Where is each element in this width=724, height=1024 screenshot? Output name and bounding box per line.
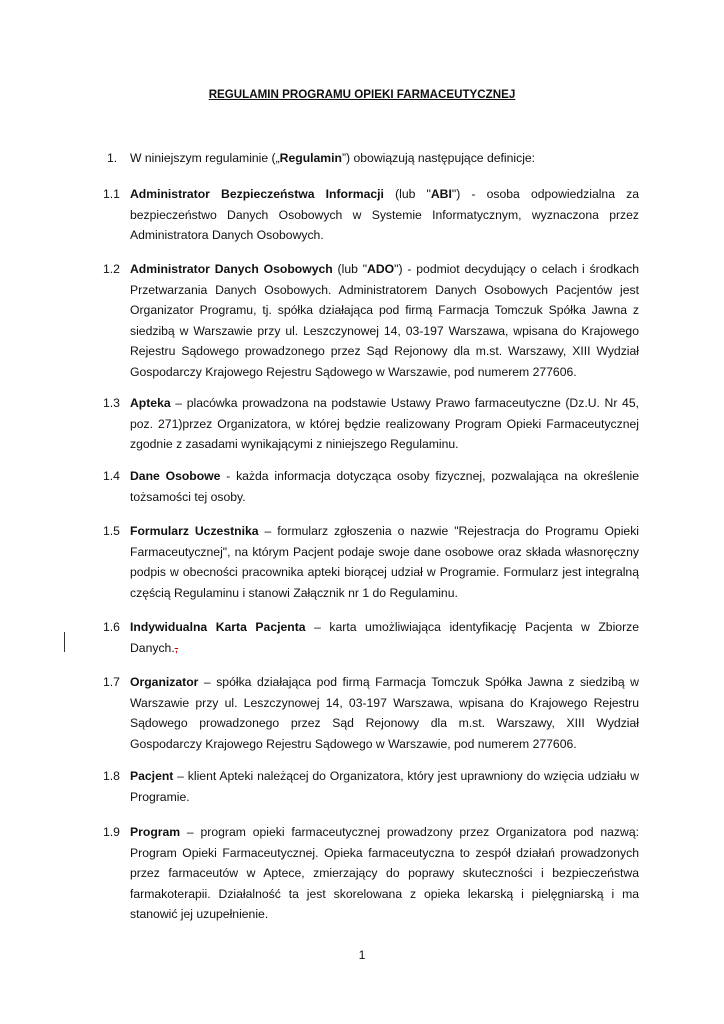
definition-abbr: ADO [367,262,395,276]
definition-text: ") - podmiot decydujący o celach i środkach Przetwarzania Danych Osobowych. Administratorem Danych Osobowych Pacjentów jest Organizator Programu, tj. spółka działająca pod firmą Farmacja Tomczuk Spółka Jawna z siedzibą w Warszawie przy ul. Leszczynowej 14, 03-197 Warszawa, wpisana do Krajowego Rejestru Sądowego prowadzonego przez Sąd Rejonowy dla m.st. Warszawy, XIII Wydział Gospodarczy Krajowego Rejestru Sądowego w Warszawie, pod numerem 277606. [130,262,639,379]
definition-term: Pacjent [130,769,174,783]
definition-ado [103,259,639,383]
definition-dane-osobowe [103,466,639,507]
document-title: REGULAMIN PROGRAMU OPIEKI FARMACEUTYCZNEJ [208,88,516,101]
definition-term: Formularz Uczestnika [130,524,259,538]
definition-body [130,617,639,658]
definition-program [103,822,639,925]
definition-number: 1.1 [103,187,120,201]
definition-number: 1.9 [103,825,120,839]
definition-karta-pacjenta [103,617,639,658]
definition-number: 1.7 [103,675,120,689]
definition-body [130,672,639,754]
definition-pacjent [103,766,639,807]
definition-term: Administrator Bezpieczeństwa Informacji [130,187,384,201]
definition-body [130,259,639,383]
definition-number: 1.4 [103,469,120,483]
definition-term: Program [130,825,181,839]
definition-text: – placówka prowadzona na podstawie Ustawy Prawo farmaceutyczne (Dz.U. Nr 45, poz. 271)przez Organizatora, w której będzie realizowany Program Opieki Farmaceutycznej zgodnie z zasadami wynikającymi z niniejszego Regulaminu. [130,396,639,452]
definition-term: Dane Osobowe [130,469,221,483]
definition-body [130,466,639,507]
definition-abbr-before: (lub " [383,187,431,201]
intro-term: Regulamin [279,151,342,165]
definition-term: Apteka [130,396,171,410]
definition-body [130,766,639,807]
page-number: 1 [358,948,366,962]
definition-term: Organizator [130,675,199,689]
definition-abi [103,184,639,246]
change-bar [64,632,65,652]
definition-number: 1.2 [103,262,120,276]
definition-text: ") - osoba odpowiedzialna za bezpieczeństwo Danych Osobowych w Systemie Informatycznym, wyznaczona przez Administratora Danych Osobowych. [130,187,640,243]
definition-number: 1.3 [103,396,120,410]
intro-text-before: W niniejszym regulaminie („ [130,151,280,165]
definition-text: – spółka działająca pod firmą Farmacja Tomczuk Spółka Jawna z siedzibą w Warszawie przy ul. Leszczynowej 14, 03-197 Warszawa, wpisana do Krajowego Rejestru Sądowego prowadzonego przez Sąd Rejonowy dla m.st. Warszawy, XIII Wydział Gospodarczy Krajowego Rejestru Sądowego w Warszawie, pod numerem 277606. [130,675,639,751]
definition-abbr-before: (lub " [332,262,368,276]
intro-paragraph [107,148,535,168]
definition-text: – klient Apteki należącej do Organizatora, który jest uprawniony do wzięcia udziału w Programie. [130,769,639,804]
definition-apteka [103,393,639,455]
definition-number: 1.6 [103,620,120,634]
definition-organizator [103,672,639,754]
definition-number: 1.8 [103,769,120,783]
definition-body [130,393,639,455]
definition-number: 1.5 [103,524,120,538]
definition-formularz [103,521,639,603]
definition-term: Administrator Danych Osobowych [130,262,333,276]
definition-abbr: ABI [430,187,452,201]
definition-text: - każda informacja dotycząca osoby fizycznej, pozwalająca na określenie tożsamości tej osoby. [130,469,639,504]
definition-body [130,184,639,246]
definition-body [130,521,639,603]
definition-term: Indywidualna Karta Pacjenta [130,620,306,634]
definition-text: – formularz zgłoszenia o nazwie "Rejestracja do Programu Opieki Farmaceutycznej", na którym Pacjent podaje swoje dane osobowe oraz składa własnoręczny podpis w obecności pracownika apteki biorącej udział w Programie. Formularz jest integralną częścią Regulaminu i stanowi Załącznik nr 1 do Regulaminu. [130,524,639,600]
intro-number: 1. [107,151,118,165]
tracked-deletion: , [174,640,179,655]
definition-body [130,822,639,925]
definition-text: – program opieki farmaceutycznej prowadzony przez Organizatora pod nazwą: Program Opieki Farmaceutycznej. Opieka farmaceutyczna to zespół działań prowadzonych przez farmaceutów w Aptece, zmierzający do poprawy skuteczności i bezpieczeństwa farmakoterapii. Działalność ta jest skorelowana z opieka lekarską i pielęgniarską i ma stanowić jej uzupełnienie. [130,825,639,922]
intro-text-after: ”) obowiązują następujące definicje: [341,151,536,165]
definition-text: – karta umożliwiająca identyfikację Pacjenta w Zbiorze Danych. [130,620,639,655]
